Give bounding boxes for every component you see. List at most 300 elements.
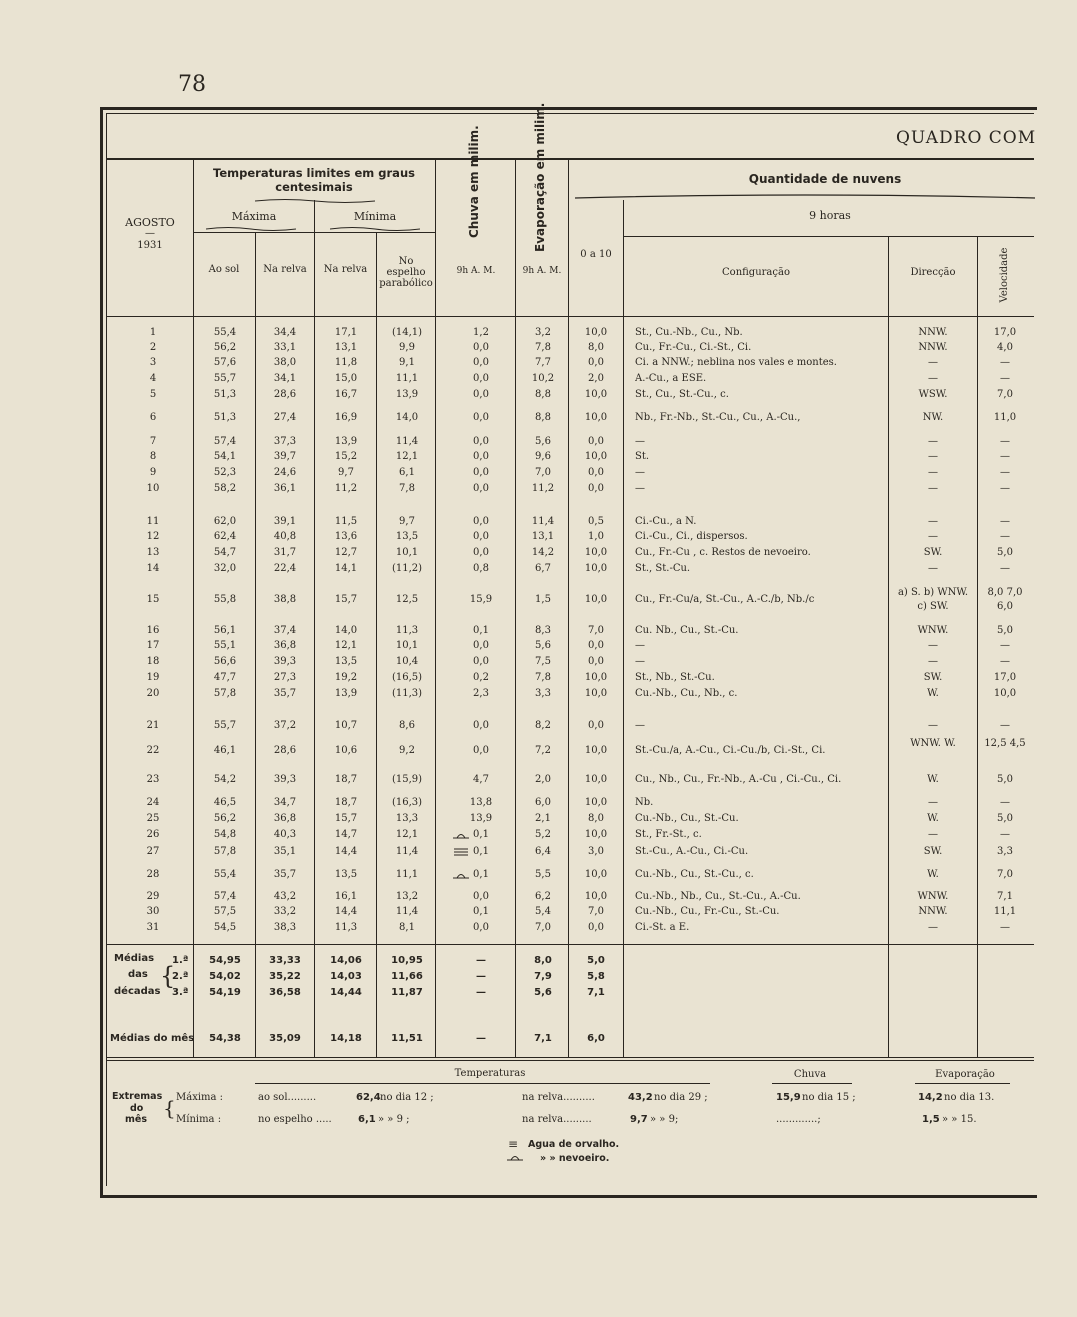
table-cell-min-relva: 18,7 [334,774,358,785]
table-cell-evap: 6,4 [535,846,551,857]
vrule-3 [314,200,315,1057]
header-na-relva-max: Na relva [263,264,307,275]
table-cell-dir: a) S. b) WNW. c) SW. [897,587,969,612]
table-cell-chuva: 0,0 [473,467,489,478]
table-cell-dir: — [928,436,938,447]
table-cell-relva: 39,1 [273,516,297,527]
table-cell-relva: 43,2 [273,891,297,902]
table-cell-min-relva: 12,1 [334,640,358,651]
table-cell-vel: — [1000,436,1010,447]
table-cell-sol: 55,4 [213,327,237,338]
table-cell-evap: 7,7 [535,357,551,368]
table-cell-vel: — [1000,373,1010,384]
header-nuvens: Quantidade de nuvens [748,172,902,186]
table-cell-relva: 39,3 [273,656,297,667]
table-cell-vel: — [1000,357,1010,368]
table-cell-cfg: Cu.-Nb., Cu., St.-Cu. [635,813,739,824]
table-cell-chuva: 13,8 [469,797,493,808]
dew-icon [452,847,470,860]
header-ao-sol: Ao sol [208,264,240,275]
table-cell-evap: 7,8 [535,342,551,353]
table-cell-d: 9 [149,467,157,478]
vrule-9 [888,236,889,1057]
table-cell-esp: 12,1 [395,451,419,462]
table-cell-min-relva: 13,9 [334,436,358,447]
ext-brace: { [163,1096,176,1120]
table-cell-dir: NW. [922,412,944,423]
table-cell-min-relva: 11,8 [334,357,358,368]
table-cell-sol: 54,5 [213,922,237,933]
table-cell-dir: — [928,563,938,574]
table-cell-cfg: Cu., Nb., Cu., Fr.-Nb., A.-Cu , Ci.-Cu., Ci. [635,774,842,785]
table-cell-esp: 9,7 [399,516,415,527]
table-cell-d: 2 [149,342,157,353]
table-cell-vel: — [1000,531,1010,542]
table-cell-evap: 8,8 [535,389,551,400]
month-mean-cell-esp: 11,51 [391,1033,423,1044]
table-cell-cfg: St., Fr.-St., c. [635,829,702,840]
means-cell-relva: 35,22 [269,971,301,982]
table-cell-vel: 5,0 [997,774,1013,785]
table-cell-evap: 8,8 [535,412,551,423]
table-cell-dir: — [928,531,938,542]
means-cell-nuv: 5,8 [587,971,605,982]
month-mean-cell-min-relva: 14,18 [330,1033,362,1044]
table-cell-cfg: Ci.-Cu., Ci., dispersos. [635,531,748,542]
table-cell-esp: 7,8 [399,483,415,494]
table-cell-chuva: 0,0 [473,483,489,494]
header-temp-group: Temperaturas limites em graus centesimais [213,166,415,194]
table-cell-sol: 55,1 [213,640,237,651]
vrule-2 [255,232,256,1057]
swirl-ornament [255,198,375,204]
table-cell-chuva: 0,0 [473,891,489,902]
table-cell-cfg: St., Nb., St.-Cu. [635,672,715,683]
table-cell-evap: 8,3 [535,625,551,636]
table-cell-relva: 28,6 [273,389,297,400]
table-cell-cfg: St., Cu., St.-Cu., c. [635,389,729,400]
table-cell-evap: 9,6 [535,451,551,462]
table-cell-cfg: St., Cu.-Nb., Cu., Nb. [635,327,743,338]
table-cell-chuva: 0,0 [473,656,489,667]
table-cell-d: 22 [146,745,160,756]
header-na-relva-min: Na relva [323,264,368,275]
table-cell-cfg: Ci.-Cu., a N. [635,516,697,527]
table-cell-nuv: 0,0 [588,922,604,933]
table-cell-vel: — [1000,483,1010,494]
table-cell-evap: 5,4 [535,906,551,917]
table-cell-vel: 7,0 [997,389,1013,400]
means-label-2: das [128,969,148,980]
table-cell-nuv: 10,0 [584,594,608,605]
table-cell-d: 1 [149,327,157,338]
table-cell-relva: 34,1 [273,373,297,384]
table-cell-nuv: 0,0 [588,640,604,651]
means-cell-min-relva: 14,06 [330,955,362,966]
table-cell-dir: — [928,516,938,527]
table-cell-nuv: 10,0 [584,745,608,756]
means-cell-esp: 10,95 [391,955,423,966]
month-mean-cell-relva: 35,09 [269,1033,301,1044]
table-cell-vel: 5,0 [997,813,1013,824]
table-cell-relva: 34,7 [273,797,297,808]
table-cell-relva: 27,3 [273,672,297,683]
table-cell-sol: 55,7 [213,373,237,384]
table-cell-esp: 11,1 [395,869,419,880]
header-velocidade: Velocidade [999,247,1010,303]
table-cell-cfg: — [635,720,645,731]
table-cell-nuv: 10,0 [584,327,608,338]
table-cell-chuva: 0,0 [473,389,489,400]
table-cell-relva: 38,3 [273,922,297,933]
table-cell-chuva: 0,0 [473,531,489,542]
table-cell-sol: 54,7 [213,547,237,558]
table-cell-vel: 10,0 [993,688,1017,699]
table-cell-min-relva: 15,7 [334,594,358,605]
table-cell-chuva: 1,2 [473,327,489,338]
table-cell-evap: 2,1 [535,813,551,824]
table-cell-nuv: 8,0 [588,342,604,353]
table-cell-chuva: 0,0 [473,640,489,651]
table-cell-esp: 11,4 [395,846,419,857]
table-cell-nuv: 0,0 [588,436,604,447]
table-cell-min-relva: 19,2 [334,672,358,683]
table-cell-cfg: — [635,656,645,667]
legend-dew: Agua de orvalho. [528,1139,620,1150]
table-cell-sol: 51,3 [213,412,237,423]
table-cell-nuv: 10,0 [584,891,608,902]
table-cell-sol: 58,2 [213,483,237,494]
swirl-min [330,226,420,232]
ext-evap-max-val: 14,2 [918,1092,943,1103]
header-top-rule [106,158,1034,160]
means-cell-min-relva: 14,44 [330,987,362,998]
header-espelho: No espelho parabólico [379,256,433,289]
table-cell-sol: 47,7 [213,672,237,683]
table-cell-relva: 38,8 [273,594,297,605]
header-minima: Mínima [353,210,397,223]
means-cell-evap: 8,0 [534,955,552,966]
ext-maxima: Máxima : [176,1092,224,1103]
table-cell-chuva: 0,2 [473,672,489,683]
table-cell-relva: 36,1 [273,483,297,494]
table-cell-dir: — [928,720,938,731]
table-cell-dir: W. [927,774,939,785]
table-cell-esp: 14,0 [395,412,419,423]
vrule-7 [568,158,569,1057]
table-cell-dir: — [928,451,938,462]
table-cell-sol: 56,2 [213,342,237,353]
vrule-10 [977,236,978,1057]
means-cell-sol: 54,02 [209,971,241,982]
header-9-horas: 9 horas [809,209,851,222]
table-cell-dir: — [928,797,938,808]
table-cell-sol: 56,2 [213,813,237,824]
table-cell-min-relva: 14,1 [334,563,358,574]
table-cell-esp: 13,5 [395,531,419,542]
table-cell-cfg: — [635,640,645,651]
means-cell-nuv: 7,1 [587,987,605,998]
ext-evap-rule [915,1083,1010,1084]
table-cell-min-relva: 11,5 [334,516,358,527]
table-cell-dir: NNW. [918,342,948,353]
table-cell-d: 15 [146,594,160,605]
table-cell-d: 19 [146,672,160,683]
table-cell-min-relva: 14,4 [334,846,358,857]
ext-temp-rule [255,1083,710,1084]
ext-max-a-day: no dia 12 ; [380,1092,434,1103]
header-9h-chuva: 9h A. M. [456,266,496,276]
vrule-6 [515,158,516,1057]
table-cell-nuv: 0,0 [588,467,604,478]
table-cell-relva: 36,8 [273,813,297,824]
means-cell-nuv: 5,0 [587,955,605,966]
table-cell-dir: — [928,467,938,478]
table-cell-esp: (14,1) [391,327,423,338]
table-cell-relva: 39,7 [273,451,297,462]
table-cell-esp: 11,1 [395,373,419,384]
table-cell-cfg: St.-Cu./a, A.-Cu., Ci.-Cu./b, Ci.-St., Ci. [635,745,826,756]
table-cell-dir: — [928,357,938,368]
table-cell-sol: 55,8 [213,594,237,605]
table-cell-d: 31 [146,922,160,933]
table-cell-d: 26 [146,829,160,840]
means-cell-esp: 11,66 [391,971,423,982]
ext-min-b-val: 9,7 [630,1114,648,1125]
header-year: 1931 [137,240,163,251]
table-cell-sol: 57,8 [213,846,237,857]
table-cell-nuv: 0,5 [588,516,604,527]
table-cell-cfg: St.-Cu., A.-Cu., Ci.-Cu. [635,846,749,857]
vrule-4 [376,232,377,1057]
table-cell-min-relva: 15,2 [334,451,358,462]
table-cell-dir: WSW. [918,389,948,400]
table-cell-chuva: 0,0 [473,516,489,527]
table-cell-sol: 46,5 [213,797,237,808]
table-cell-d: 17 [146,640,160,651]
table-cell-dir: NNW. [918,906,948,917]
header-evaporacao: Evaporação em milim. [533,102,547,252]
ext-chuva-max-val: 15,9 [776,1092,801,1103]
table-cell-chuva: 0,0 [473,412,489,423]
ext-label-2: do [130,1103,144,1114]
table-cell-cfg: Nb. [635,797,654,808]
table-cell-chuva: 0,0 [473,720,489,731]
means-cell-relva: 36,58 [269,987,301,998]
fog-icon [452,830,470,843]
means-top-rule [106,944,1034,945]
table-cell-sol: 57,4 [213,436,237,447]
table-cell-esp: 13,3 [395,813,419,824]
table-cell-evap: 6,0 [535,797,551,808]
table-cell-evap: 3,3 [535,688,551,699]
table-cell-evap: 5,6 [535,436,551,447]
table-cell-min-relva: 11,2 [334,483,358,494]
table-cell-vel: 5,0 [997,547,1013,558]
table-cell-min-relva: 13,9 [334,688,358,699]
table-cell-vel: 17,0 [993,327,1017,338]
table-cell-esp: 10,1 [395,547,419,558]
table-cell-dir: WNW. W. [910,738,956,749]
table-cell-evap: 8,2 [535,720,551,731]
table-cell-d: 21 [146,720,160,731]
means-bottom-rule [106,1057,1034,1058]
table-cell-nuv: 7,0 [588,906,604,917]
table-cell-nuv: 10,0 [584,451,608,462]
table-cell-chuva: 0,8 [473,563,489,574]
table-cell-d: 3 [149,357,157,368]
table-cell-chuva: 2,3 [473,688,489,699]
table-cell-vel: — [1000,797,1010,808]
table-cell-min-relva: 14,4 [334,906,358,917]
table-cell-chuva: 4,7 [473,774,489,785]
table-cell-relva: 24,6 [273,467,297,478]
table-cell-dir: SW. [923,846,943,857]
ext-min-a: no espelho ..... [258,1114,332,1125]
table-cell-d: 27 [146,846,160,857]
table-cell-relva: 39,3 [273,774,297,785]
ext-chuva-rule [772,1083,852,1084]
table-cell-min-relva: 10,7 [334,720,358,731]
table-cell-min-relva: 18,7 [334,797,358,808]
table-cell-nuv: 10,0 [584,774,608,785]
means-cell-chuva: — [476,971,486,982]
table-cell-dir: — [928,483,938,494]
table-cell-min-relva: 9,7 [338,467,354,478]
table-cell-chuva: 0,0 [473,373,489,384]
table-cell-esp: (16,5) [391,672,423,683]
table-cell-cfg: Cu.-Nb., Cu., St.-Cu., c. [635,869,754,880]
table-cell-cfg: Ci. a NNW.; neblina nos vales e montes. [635,357,837,368]
table-cell-vel: — [1000,451,1010,462]
table-cell-sol: 57,5 [213,906,237,917]
table-cell-nuv: 8,0 [588,813,604,824]
table-cell-dir: — [928,829,938,840]
table-cell-nuv: 10,0 [584,869,608,880]
table-cell-esp: 11,4 [395,906,419,917]
table-cell-nuv: 10,0 [584,672,608,683]
swirl-nuvens [575,192,1035,198]
table-cell-esp: (11,3) [391,688,423,699]
table-cell-chuva: 0,0 [473,342,489,353]
table-cell-min-relva: 15,0 [334,373,358,384]
table-cell-relva: 37,3 [273,436,297,447]
table-cell-vel: 17,0 [993,672,1017,683]
table-cell-d: 7 [149,436,157,447]
table-cell-cfg: Cu., Fr.-Cu , c. Restos de nevoeiro. [635,547,811,558]
header-configuracao: Configuração [722,267,790,278]
means-decade-2: 2.ª [172,971,189,982]
ext-min-b: na relva......... [522,1114,592,1125]
table-cell-evap: 7,5 [535,656,551,667]
ext-evap-min-val: 1,5 [922,1114,940,1125]
table-cell-evap: 2,0 [535,774,551,785]
table-cell-sol: 55,7 [213,720,237,731]
table-cell-cfg: Cu.-Nb., Nb., Cu., St.-Cu., A.-Cu. [635,891,801,902]
table-cell-sol: 57,4 [213,891,237,902]
table-cell-vel: 7,0 [997,869,1013,880]
table-cell-chuva: 0,1 [473,829,489,840]
table-cell-d: 28 [146,869,160,880]
table-cell-sol: 46,1 [213,745,237,756]
header-bottom-rule [106,316,1034,317]
table-cell-sol: 56,6 [213,656,237,667]
table-cell-dir: NNW. [918,327,948,338]
table-cell-relva: 40,8 [273,531,297,542]
table-cell-min-relva: 11,3 [334,922,358,933]
month-mean-cell-nuv: 6,0 [587,1033,605,1044]
table-cell-cfg: A.-Cu., a ESE. [635,373,707,384]
ext-max-a: ao sol......... [258,1092,317,1103]
table-cell-nuv: 0,0 [588,656,604,667]
means-label-1: Médias [114,953,155,964]
month-mean-label: Médias do mês [110,1033,195,1044]
table-cell-cfg: Nb., Fr.-Nb., St.-Cu., Cu., A.-Cu., [635,412,801,423]
ext-chuva-max-day: no dia 15 ; [802,1092,856,1103]
table-cell-nuv: 7,0 [588,625,604,636]
table-cell-relva: 33,2 [273,906,297,917]
table-cell-nuv: 3,0 [588,846,604,857]
table-cell-d: 18 [146,656,160,667]
frame-inner-top [106,113,1034,114]
ext-max-a-val: 62,4 [356,1092,381,1103]
table-cell-evap: 13,1 [531,531,555,542]
table-cell-vel: 11,0 [993,412,1017,423]
table-title: QUADRO COM [896,128,1037,148]
header-direccao: Direcção [910,267,956,278]
table-cell-d: 30 [146,906,160,917]
table-cell-vel: — [1000,640,1010,651]
table-cell-dir: — [928,640,938,651]
table-cell-esp: 9,2 [399,745,415,756]
table-cell-dir: SW. [923,547,943,558]
table-cell-chuva: 0,1 [473,906,489,917]
table-cell-d: 25 [146,813,160,824]
table-cell-chuva: 0,0 [473,745,489,756]
table-cell-relva: 38,0 [273,357,297,368]
table-cell-cfg: Cu. Nb., Cu., St.-Cu. [635,625,739,636]
means-label-3: décadas [114,986,161,997]
table-cell-relva: 35,7 [273,869,297,880]
table-cell-vel: 4,0 [997,342,1013,353]
table-cell-esp: (15,9) [391,774,423,785]
table-cell-relva: 33,1 [273,342,297,353]
header-9h-evap: 9h A. M. [522,266,562,276]
table-cell-esp: 12,1 [395,829,419,840]
table-cell-min-relva: 10,6 [334,745,358,756]
table-cell-min-relva: 13,6 [334,531,358,542]
table-cell-vel: 3,3 [997,846,1013,857]
table-cell-nuv: 10,0 [584,797,608,808]
table-cell-dir: W. [927,813,939,824]
ext-evap-max-day: no dia 13. [944,1092,995,1103]
ext-max-b-val: 43,2 [628,1092,653,1103]
table-cell-nuv: 1,0 [588,531,604,542]
table-cell-esp: 12,5 [395,594,419,605]
table-cell-esp: (16,3) [391,797,423,808]
table-cell-nuv: 10,0 [584,412,608,423]
table-cell-evap: 5,2 [535,829,551,840]
ext-max-b: na relva.......... [522,1092,595,1103]
table-cell-vel: — [1000,656,1010,667]
table-cell-sol: 51,3 [213,389,237,400]
table-cell-chuva: 0,1 [473,625,489,636]
table-cell-cfg: — [635,483,645,494]
table-cell-d: 16 [146,625,160,636]
table-cell-cfg: St. [635,451,650,462]
page-number: 78 [178,72,206,97]
means-cell-sol: 54,95 [209,955,241,966]
